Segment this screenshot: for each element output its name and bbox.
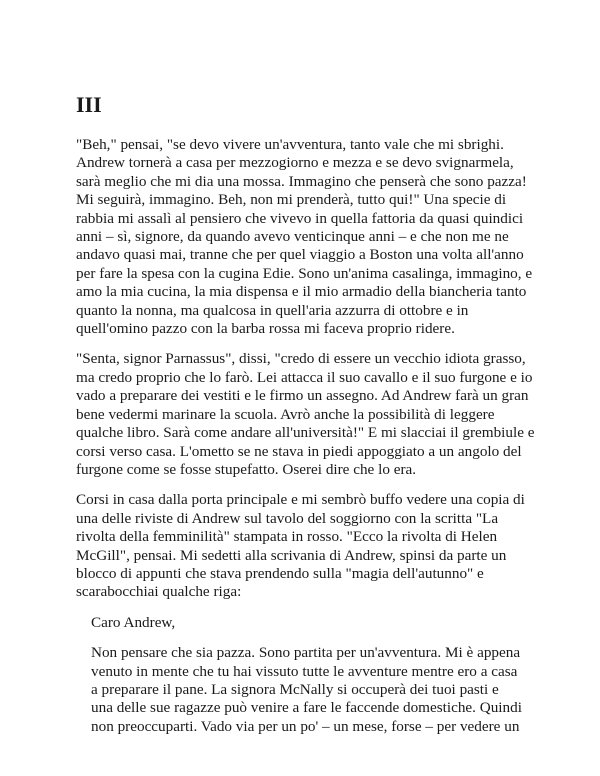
text-line: non preoccuparti. Vado via per un po' – un mese, forse – per vedere un — [91, 717, 520, 735]
text-line: qualche libro. Sarà come andare all'università!" E mi slacciai il grembiule e — [76, 424, 535, 442]
text-line: vado a preparare dei vestiti e le firmo un assegno. Ad Andrew farà un gran — [76, 387, 529, 405]
text-line: a preparare il pane. La signora McNally si occuperà dei tuoi pasti e — [91, 680, 499, 698]
text-line: Corsi in casa dalla porta principale e mi sembrò buffo vedere una copia di — [76, 491, 525, 509]
letter-paragraph — [91, 644, 540, 736]
text-line: quell'omino pazzo con la barba rossa mi faceva proprio ridere. — [76, 320, 455, 338]
text-line: Non pensare che sia pazza. Sono partita per un'avventura. Mi è appena — [91, 644, 521, 662]
text-line: "Beh," pensai, "se devo vivere un'avventura, tanto vale che mi sbrighi. — [76, 136, 504, 153]
paragraph — [76, 350, 540, 479]
document-page — [76, 0, 540, 748]
text-line: "Senta, signor Parnassus", dissi, "credo di essere un vecchio idiota grasso, — [76, 350, 526, 368]
text-line: furgone come se fosse stupefatto. Oserei dire che lo era. — [76, 460, 417, 478]
text-line: anni – sì, signore, da quando avevo venticinque anni – e che non me ne — [76, 228, 509, 246]
text-line: blocco di appunti che stava prendendo sulla "magia dell'autunno" e — [76, 564, 484, 582]
text-line: Mi seguirà, immagino. Beh, non mi prenderà, tutto qui!" Una specie di — [76, 191, 507, 209]
text-line: amo la mia cucina, la mia dispensa e il mio armadio della biancheria tanto — [76, 283, 527, 301]
text-line: scarabocchiai qualche riga: — [76, 583, 242, 601]
paragraph — [76, 491, 540, 601]
text-line: bene vedermi marinare la scuola. Avrò anche la possibilità di leggere — [76, 405, 495, 423]
text-line: andavo quasi mai, tranne che per quel viaggio a Boston una volta all'anno — [76, 246, 524, 264]
text-line: corsi verso casa. L'ometto se ne stava in piedi appoggiato a un angolo del — [76, 442, 522, 460]
text-line: quanto la nonna, ma qualcosa in quell'aria azzurra di ottobre e in — [76, 301, 469, 319]
text-line: per fare la spesa con la cugina Edie. Sono un'anima casalinga, immagino, e — [76, 264, 533, 282]
text-line: sarà meglio che mi dia una mossa. Immagino che penserà che sono pazza! — [76, 172, 527, 190]
chapter-heading: III — [76, 92, 102, 117]
text-line: una delle riviste di Andrew sul tavolo del soggiorno con la scritta "La — [76, 509, 499, 527]
text-line: rivolta della femminilità" stampata in rosso. "Ecco la rivolta di Helen — [76, 528, 498, 546]
letter-salutation — [91, 614, 540, 632]
paragraph — [76, 136, 540, 338]
text-line: una delle sue ragazze può venire a fare le faccende domestiche. Quindi — [91, 699, 522, 717]
text-line: Caro Andrew, — [91, 613, 176, 631]
text-line: ma credo proprio che lo farò. Lei attacca il suo cavallo e il suo furgone e io — [76, 368, 533, 386]
text-line: venuto in mente che tu hai vissuto tutte le avventure mentre ero a casa — [91, 662, 518, 680]
body-text — [76, 136, 540, 736]
text-line: rabbia mi assalì al pensiero che vivevo in quella fattoria da quasi quindici — [76, 209, 524, 227]
text-line: McGill", pensai. Mi sedetti alla scrivania di Andrew, spinsi da parte un — [76, 546, 507, 564]
text-line: Andrew tornerà a casa per mezzogiorno e mezza e se devo svignarmela, — [76, 154, 514, 172]
